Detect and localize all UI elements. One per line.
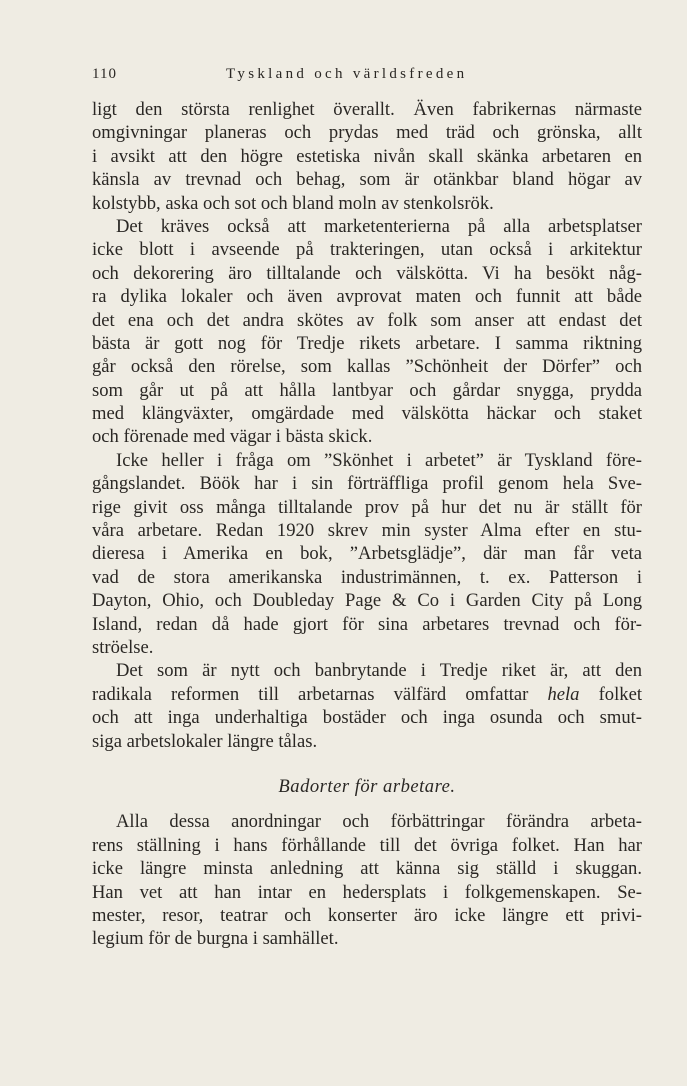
text-line: och dekorering äro tilltalande och välskötta. Vi ha besökt någ- (92, 262, 642, 284)
paragraph (92, 215, 642, 449)
text-line: Dayton, Ohio, och Doubleday Page & Co i Garden City på Long (92, 590, 642, 612)
running-head: Tyskland och världsfreden (226, 66, 468, 82)
text-line: Island, redan då hade gjort för sina arbetares trevnad och för- (92, 613, 642, 635)
text-line: vad de stora amerikanska industrimännen, t. ex. Patterson i (92, 566, 642, 588)
text-line: dieresa i Amerika en bok, ”Arbetsglädje”, där man får veta (92, 543, 642, 565)
text-line: Han vet att han intar en hedersplats i folkgemenskapen. Se- (92, 881, 642, 903)
text-line: Alla dessa anordningar och förbättringar förändra arbeta- (116, 811, 642, 833)
text-line: bästa är gott nog för Tredje rikets arbetare. I samma riktning (92, 332, 642, 354)
text-line: kolstybb, aska och sot och bland moln av stenkolsrök. (92, 192, 494, 214)
text-line: mester, resor, teatrar och konserter äro icke längre ett privi- (92, 904, 642, 926)
emphasized-word: hela (547, 683, 580, 705)
text-line: rens ställning i hans förhållande till det övriga folket. Han har (92, 834, 642, 856)
text-line: som går ut på att hålla lantbyar och gårdar snygga, prydda (92, 379, 642, 401)
text-line: det ena och det andra skötes av folk som anser att endast det (92, 309, 642, 331)
page-header (92, 66, 642, 90)
text-line: med klängväxter, omgärdade med välskötta häckar och staket (92, 403, 642, 425)
paragraph (92, 659, 642, 753)
text-line: och förenade med vägar i bästa skick. (92, 426, 373, 448)
paragraph (92, 98, 642, 215)
text-line: icke längre minsta anledning att känna sig ställd i skuggan. (92, 858, 642, 880)
paragraph (92, 449, 642, 660)
text-line: legium för de burgna i samhället. (92, 928, 339, 950)
text-line: och att inga underhaltiga bostäder och inga osunda och smut- (92, 707, 642, 729)
text-segment: radikala reformen till arbetarnas välfärd omfattar (92, 683, 548, 705)
text-line: ligt den största renlighet överallt. Även fabrikernas närmaste (92, 99, 642, 120)
text-line: känsla av trevnad och behag, som är otänkbar bland högar av (92, 169, 642, 191)
text-line: Icke heller i fråga om ”Skönhet i arbetet” är Tyskland före- (116, 449, 642, 471)
text-segment: folket (579, 683, 642, 705)
text-line: går också den rörelse, som kallas ”Schönheit der Dörfer” och (92, 356, 642, 378)
text-line: icke blott i avseende på trakteringen, utan också i arkitektur (92, 239, 642, 261)
text-line-with-emphasis (92, 683, 642, 706)
page-number: 110 (92, 66, 117, 82)
text-line: ra dylika lokaler och även avprovat maten och funnit att både (92, 286, 642, 308)
text-line: omgivningar planeras och prydas med träd och grönska, allt (92, 122, 642, 144)
paragraph (92, 810, 642, 950)
text-line: rige givit oss många tilltalande prov på hur det nu är ställt för (92, 496, 642, 518)
text-line: Det som är nytt och banbrytande i Tredje riket är, att den (116, 660, 642, 682)
text-line: våra arbetare. Redan 1920 skrev min syster Alma efter en stu- (92, 520, 642, 542)
text-line: ströelse. (92, 636, 154, 658)
text-line: Det kräves också att marketenterierna på alla arbetsplatser (116, 215, 642, 237)
text-line: gångslandet. Böök har i sin förträffliga profil genom hela Sve- (92, 473, 642, 495)
section-heading: Badorter för arbetare. (278, 775, 456, 797)
text-line: siga arbetslokaler längre tålas. (92, 730, 318, 752)
body-text (92, 98, 642, 951)
text-line: i avsikt att den högre estetiska nivån skall skänka arbetaren en (92, 145, 642, 167)
